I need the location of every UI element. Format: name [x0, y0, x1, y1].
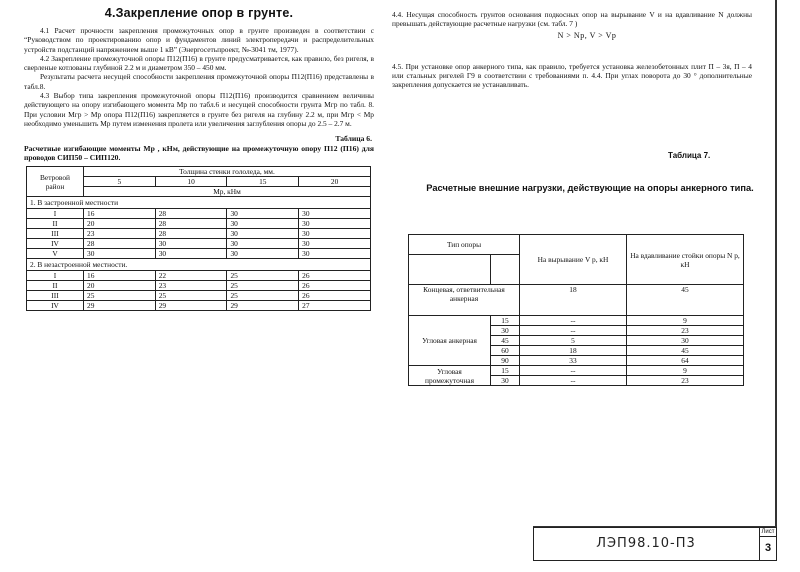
table-cell: 5: [520, 336, 627, 346]
table7-label: Таблица 7.: [668, 151, 711, 160]
table-cell: 30: [491, 326, 520, 336]
table-cell: 25: [155, 291, 227, 301]
right-column: [392, 10, 752, 89]
table-row: [27, 219, 371, 229]
table-6: [26, 166, 371, 311]
table-row: [27, 291, 371, 301]
table7-header-pull: На вырывание V р, кН: [520, 235, 627, 285]
table6-header-thickness: Толщина стенки гололеда, мм.: [84, 167, 371, 177]
table-cell: 26: [299, 281, 371, 291]
document-code: ЛЭП98.10-П3: [596, 536, 696, 551]
table-cell: 27: [299, 301, 371, 311]
table-cell: 22: [155, 271, 227, 281]
table-cell: --: [520, 326, 627, 336]
table-cell: --: [520, 366, 627, 376]
table-cell: 9: [627, 316, 744, 326]
table-cell: 23: [627, 326, 744, 336]
table-cell: 26: [299, 271, 371, 281]
table-cell: 30: [227, 209, 299, 219]
table-cell: 28: [84, 239, 156, 249]
table6-unit-row: Мр, кНм: [84, 187, 371, 197]
table-cell: 30: [227, 219, 299, 229]
table-cell: 30: [491, 376, 520, 386]
table-row: [27, 301, 371, 311]
table-cell: 18: [520, 346, 627, 356]
table-cell: 30: [299, 219, 371, 229]
table-cell: 15: [491, 316, 520, 326]
table-cell: 20: [84, 281, 156, 291]
table7-title: Расчетные внешние нагрузки, действующие на опоры анкерного типа.: [426, 183, 754, 193]
table-cell: --: [520, 316, 627, 326]
table-cell: IV: [27, 239, 84, 249]
table-cell: 25: [227, 271, 299, 281]
table-cell: 30: [227, 239, 299, 249]
table-row: [27, 271, 371, 281]
table6-header-region: Ветровой район: [27, 167, 84, 197]
table-cell: 33: [520, 356, 627, 366]
title-block-stamp: [533, 527, 777, 561]
formula: N > Np, V > Vp: [557, 30, 617, 40]
table-cell: 30: [84, 249, 156, 259]
table-row: [27, 249, 371, 259]
paragraph-4-4: 4.4. Несущая способность грунтов основания подкосных опор на вырывание V и на вдавливание N должны превышать действующие расчетные нагрузки (см. табл. 7 ): [392, 10, 752, 29]
table6-thickness: 15: [227, 177, 299, 187]
table-cell: 30: [299, 249, 371, 259]
table-cell: 29: [227, 301, 299, 311]
table-cell: 45: [491, 336, 520, 346]
table-cell: II: [27, 281, 84, 291]
table-cell: 15: [491, 366, 520, 376]
table-cell: 30: [227, 229, 299, 239]
table-cell: 30: [299, 239, 371, 249]
table-cell: 29: [155, 301, 227, 311]
table-cell: III: [27, 229, 84, 239]
table-cell: 29: [84, 301, 156, 311]
table6-section-1: 1. В застроенной местности: [27, 197, 371, 209]
table-row: [27, 281, 371, 291]
table-row: [409, 316, 744, 326]
table7-corner-anchor: Угловая анкерная: [409, 316, 491, 366]
table-cell: 23: [84, 229, 156, 239]
table-cell: 25: [84, 291, 156, 301]
table-cell: 9: [627, 366, 744, 376]
sheet-number: 3: [764, 542, 772, 554]
paragraph-4-2: 4.2 Закрепление промежуточной опоры П12(П16) в грунте предусматривается, как правило, без ригеля, в сверленые котлованы глубиной 2.2 м и диаметром 350 – 450 мм.: [24, 53, 374, 73]
table-cell: 30: [299, 209, 371, 219]
table-cell: 23: [627, 376, 744, 386]
sheet-label: Лист: [761, 529, 775, 535]
table-cell: 28: [155, 229, 227, 239]
paragraph-4-1: 4.1 Расчет прочности закрепления промежуточных опор в грунте произведен в соответствии с “Руководством по проектированию опор и фундаментов линий электропередачи и распределительных устройств подстанций напряжением выше 1 кВ” (Энергосетьпроект, №-3041 тм, 1977).: [24, 26, 374, 54]
table6-thickness: 10: [155, 177, 227, 187]
table-cell: I: [27, 209, 84, 219]
table-cell: 28: [155, 209, 227, 219]
table-row: [27, 229, 371, 239]
table-cell: 28: [155, 219, 227, 229]
table-cell: 30: [227, 249, 299, 259]
table-cell: II: [27, 219, 84, 229]
section-title: 4.Закрепление опор в грунте.: [104, 6, 294, 20]
table6-label: Таблица 6.: [335, 134, 372, 144]
table-cell: 45: [627, 285, 744, 316]
table-cell: 60: [491, 346, 520, 356]
table-row: [27, 209, 371, 219]
table-cell: V: [27, 249, 84, 259]
table-cell: 45: [627, 346, 744, 356]
table-row: [409, 366, 744, 376]
table-cell: 16: [84, 209, 156, 219]
paragraph-4-2b: Результаты расчета несущей способности закрепления промежуточной опоры П12(П16) представлены в табл.8.: [24, 72, 374, 91]
table7-corner-intermediate: Угловая промежуточная: [409, 366, 491, 386]
table-cell: --: [520, 376, 627, 386]
table-row: [27, 239, 371, 249]
table-cell: I: [27, 271, 84, 281]
left-column: [24, 6, 374, 311]
table-cell: III: [27, 291, 84, 301]
paragraph-4-5: 4.5. При установке опор анкерного типа, как правило, требуется установка железобетонных плит П – 3я, П – 4 или стальных ригелей Г9 в соответствии с требованиями п. 4.4. При углах поворота до 30 ° дополнительные закрепления допускается не устанавливать.: [392, 61, 752, 90]
table7-end-type: Концевая, ответвительная анкерная: [409, 285, 520, 316]
table7-header-type: Тип опоры: [409, 235, 520, 255]
table-cell: IV: [27, 301, 84, 311]
table-cell: 30: [155, 249, 227, 259]
table-cell: 30: [627, 336, 744, 346]
table-cell: 25: [227, 291, 299, 301]
table-cell: 23: [155, 281, 227, 291]
table-cell: 16: [84, 271, 156, 281]
sheet-box: [759, 528, 776, 560]
table7-header-push: На вдавливание стойки опоры N р, кН: [627, 235, 744, 285]
table-cell: 64: [627, 356, 744, 366]
table-7: [408, 234, 744, 386]
table6-thickness: 20: [299, 177, 371, 187]
table-cell: 20: [84, 219, 156, 229]
table-cell: 25: [227, 281, 299, 291]
paragraph-4-3: 4.3 Выбор типа закрепления промежуточной опоры П12(П16) производится сравнением величины действующего на опору изгибающего момента Мр по табл.6 и несущей способности грунта Мгр по табл. 8. При условии Мгр > Мр опора П12(П16) закрепляется в грунте без ригеля на глубину 2.2 м, при Мгр < Мр необходимо уменьшить Мр путем изменения пролета или увеличения заглубления опоры до 2.5 – 2.7 м.: [24, 91, 374, 128]
table-cell: 26: [299, 291, 371, 301]
table-cell: 18: [520, 285, 627, 316]
table-cell: 30: [155, 239, 227, 249]
table-cell: 30: [299, 229, 371, 239]
table6-section-2: 2. В незастроенной местности.: [27, 259, 371, 271]
frame-right-border: [775, 0, 777, 527]
table6-thickness: 5: [84, 177, 156, 187]
table6-caption: Расчетные изгибающие моменты Мр , кНм, действующие на промежуточную опору П12 (П16) для проводов СИП50 – СИП120.: [24, 144, 374, 163]
table-cell: 90: [491, 356, 520, 366]
table-row: [409, 285, 744, 316]
